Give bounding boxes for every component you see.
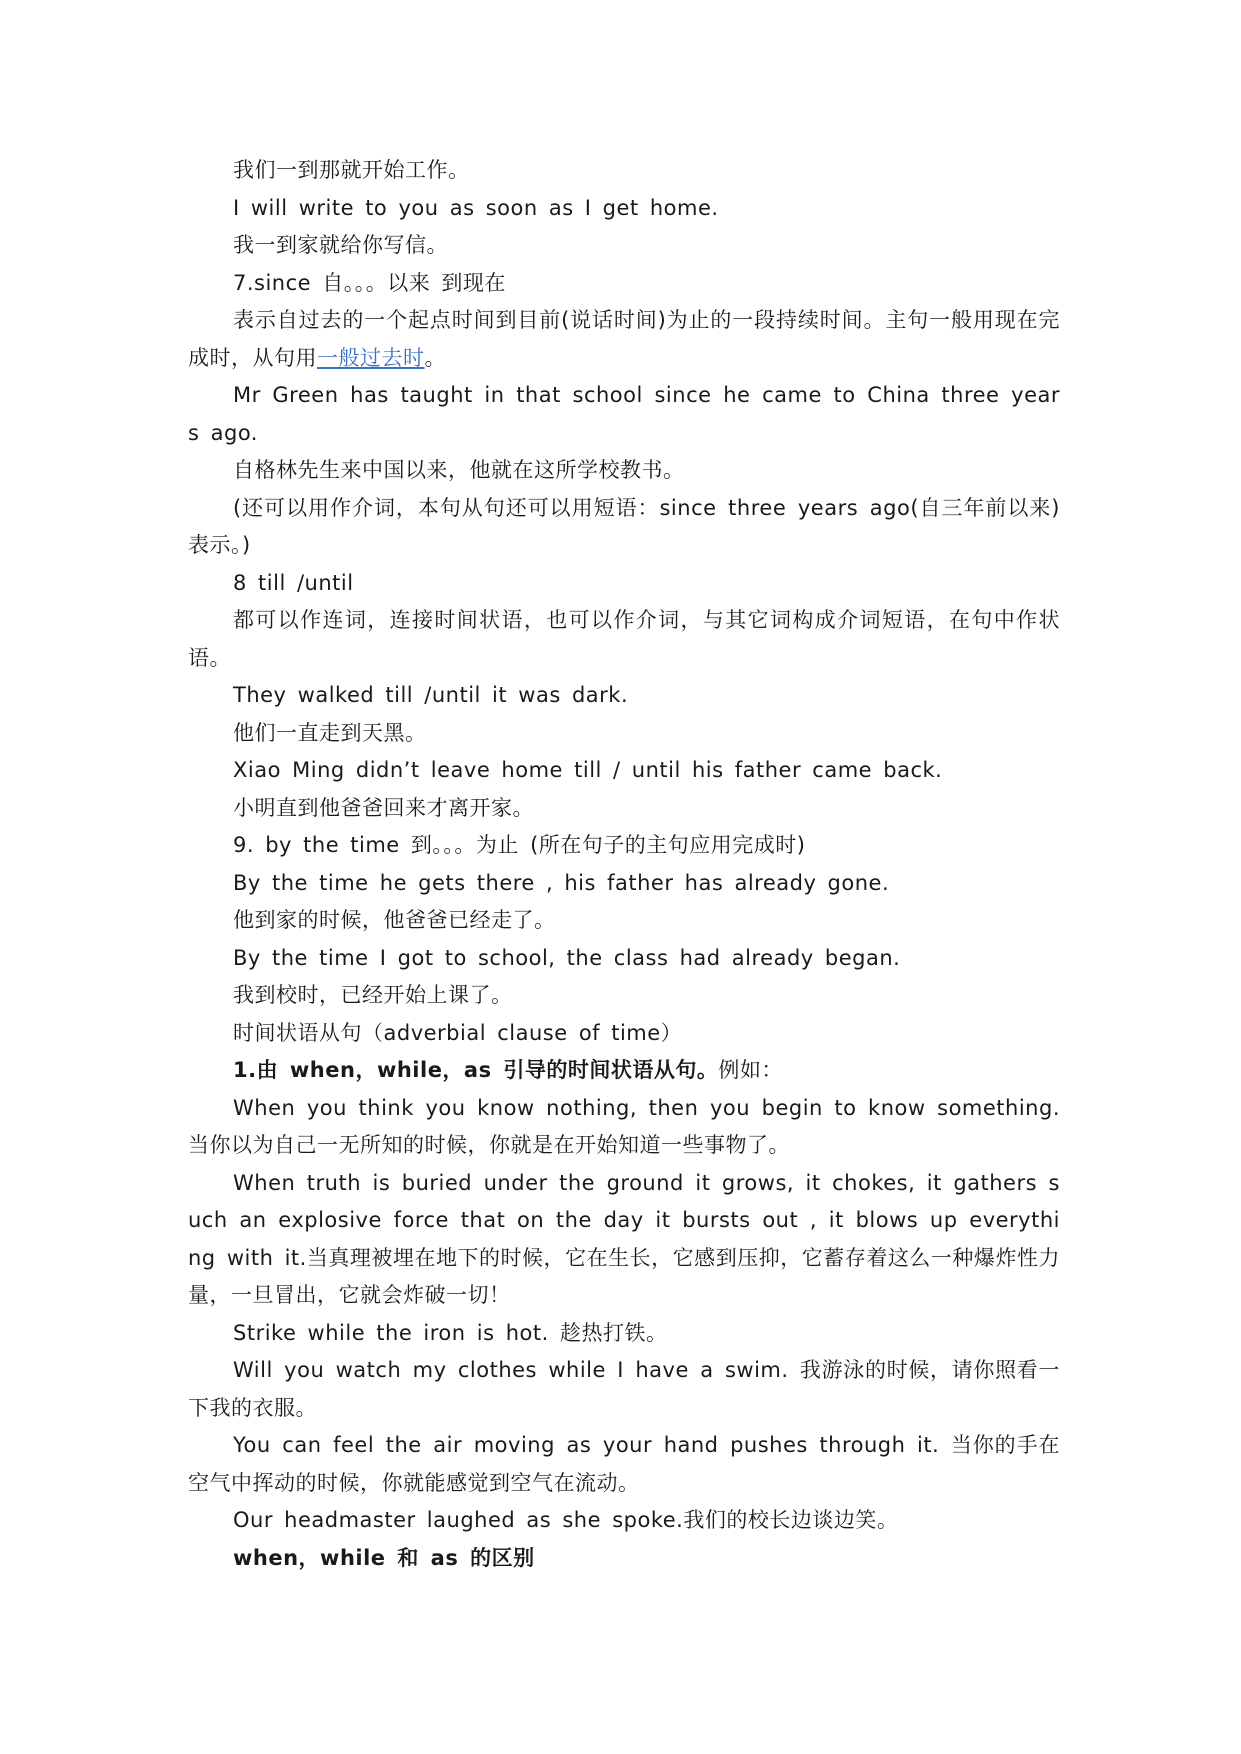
paragraph: 他们一直走到天黑。 [233,720,427,745]
section-heading-since: 7.since 自。。。以来 到现在 [233,270,506,295]
paragraph: When truth is buried under the ground it grows, it chokes, it gathers such an explosive force that on the day it bursts out , it blows up everything with it.当真理被埋在地下的时候，它在生长，它感到压抑，它蓄存着这么一种爆炸性力量，一旦冒出，它就会炸破一切！ [188,1170,1060,1307]
bold-heading: 1.由 when，while，as 引导的时间状语从句。 [233,1058,719,1082]
paragraph [188,302,1060,377]
paragraph-text: 例如： [718,1058,783,1082]
section-heading-difference: when，while 和 as 的区别 [233,1545,535,1570]
paragraph: Our headmaster laughed as she spoke.我们的校长边谈边笑。 [233,1508,899,1532]
paragraph: When you think you know nothing, then you begin to know something.当你以为自己一无所知的时候，你就是在开始知道一些事物了。 [188,1095,1060,1157]
paragraph: 自格林先生来中国以来，他就在这所学校教书。 [233,458,685,482]
paragraph: By the time he gets there , his father has already gone. [233,870,890,895]
paragraph: 都可以作连词，连接时间状语，也可以作介词，与其它词构成介词短语，在句中作状语。 [188,608,1060,670]
paragraph: 我到校时，已经开始上课了。 [233,983,513,1007]
section-heading-adverbial-clause: 时间状语从句（adverbial clause of time） [233,1020,683,1045]
paragraph: Strike while the iron is hot. 趁热打铁。 [233,1320,668,1345]
section-heading-by-the-time: 9. by the time 到。。。为止 (所在句子的主句应用完成时) [233,833,806,857]
paragraph: You can feel the air moving as your hand pushes through it. 当你的手在空气中挥动的时候，你就能感觉到空气在流动。 [188,1433,1060,1495]
paragraph-text: 。 [424,345,446,370]
paragraph: Xiao Ming didn’t leave home till / until his father came back. [233,758,943,782]
paragraph: I will write to you as soon as I get home. [233,195,719,220]
paragraph: 我一到家就给你写信。 [233,233,448,257]
paragraph: 小明直到他爸爸回来才离开家。 [233,795,534,820]
paragraph: By the time I got to school, the class had already began. [233,945,901,970]
link-simple-past-tense[interactable]: 一般过去时 [317,345,425,370]
paragraph: They walked till /until it was dark. [233,683,629,707]
paragraph: 我们一到那就开始工作。 [233,158,470,182]
document-body [188,152,1060,1577]
section-heading-till-until: 8 till /until [233,570,354,595]
paragraph: Mr Green has taught in that school since he came to China three years ago. [188,383,1060,445]
paragraph-text: 表示自过去的一个起点时间到目前(说话时间)为止的一段持续时间。主句一般用现在完成时，从句用 [188,308,1060,370]
paragraph: Will you watch my clothes while I have a swim. 我游泳的时候，请你照看一下我的衣服。 [188,1358,1060,1420]
paragraph [188,1052,1060,1090]
paragraph: (还可以用作介词，本句从句还可以用短语：since three years ago(自三年前以来)表示。) [188,495,1060,557]
paragraph: 他到家的时候，他爸爸已经走了。 [233,908,556,932]
